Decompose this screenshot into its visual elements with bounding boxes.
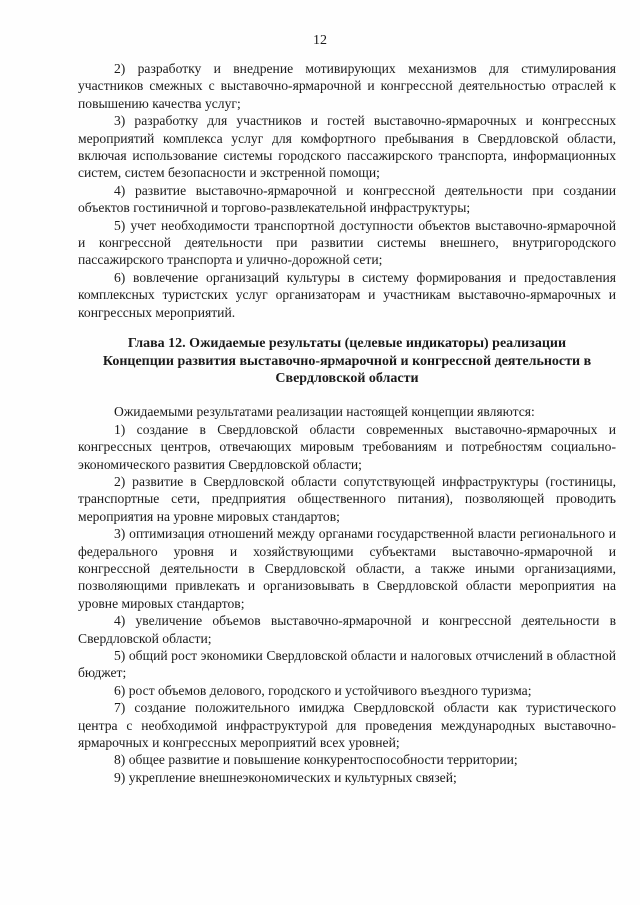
list-item: 8) общее развитие и повышение конкурентоспособности территории;	[114, 752, 518, 768]
list-item: 2) развитие в Свердловской области сопутствующей инфраструктуры (гостиницы, транспортные сети, предприятия общественного питания), позволяющей проводить мероприятия на уровне мировых стандартов;	[78, 473, 616, 524]
chapter-heading: Глава 12. Ожидаемые результаты (целевые индикаторы) реализации Концепции развития выставочно-ярмарочной и конгрессной деятельности в Свердловской области	[102, 336, 592, 386]
list-item: 6) вовлечение организаций культуры в систему формирования и предоставления комплексных туристских услуг организаторам и участникам выставочно-ярмарочных и конгрессных мероприятий.	[78, 269, 616, 320]
list-item: 3) оптимизация отношений между органами государственной власти регионального и федерального уровня и хозяйствующими субъектами выставочно-ярмарочной и конгрессной деятельности в Свердловской области, а также иными организациями, позволяющими привлекать и организовывать в Свердловской области мероприятия на уровне мировых стандартов;	[78, 526, 616, 611]
chapter-intro: Ожидаемыми результатами реализации настоящей концепции являются:	[114, 404, 535, 420]
list-item: 2) разработку и внедрение мотивирующих механизмов для стимулирования участников смежных с выставочно-ярмарочной и конгрессной деятельностью отраслей к повышению качества услуг;	[78, 61, 616, 111]
list-item: 6) рост объемов делового, городского и устойчивого въездного туризма;	[114, 682, 532, 698]
list-item: 1) создание в Свердловской области современных выставочно-ярмарочных и конгрессных центров, отвечающих мировым требованиям и потребностям социально-экономического развития Свердловской области;	[78, 421, 616, 472]
list-item: 5) учет необходимости транспортной доступности объектов выставочно-ярмарочной и конгрессной деятельности при развитии системы внешнего, внутригородского пассажирского транспорта и улично-дорожной сети;	[78, 217, 616, 268]
list-item: 3) разработку для участников и гостей выставочно-ярмарочных и конгрессных мероприятий комплекса услуг для комфортного пребывания в Свердловской области, включая использование системы городского пассажирского транспорта, информационных систем, систем безопасности и экстренной помощи;	[78, 113, 616, 181]
list-item: 7) создание положительного имиджа Свердловской области как туристического центра с необходимой инфраструктурой для проведения международных выставочно-ярмарочных и конгрессных мероприятий всех уровней;	[78, 700, 616, 751]
list-item: 9) укрепление внешнеэкономических и культурных связей;	[114, 769, 457, 785]
document-body	[78, 60, 616, 786]
page-number: 12	[313, 33, 327, 48]
list-item: 4) развитие выставочно-ярмарочной и конгрессной деятельности при создании объектов гостиничной и торгово-развлекательной инфраструктуры;	[78, 182, 616, 216]
list-item: 4) увеличение объемов выставочно-ярмарочной и конгрессной деятельности в Свердловской области;	[78, 613, 616, 646]
list-item: 5) общий рост экономики Свердловской области и налоговых отчислений в областной бюджет;	[78, 648, 616, 681]
